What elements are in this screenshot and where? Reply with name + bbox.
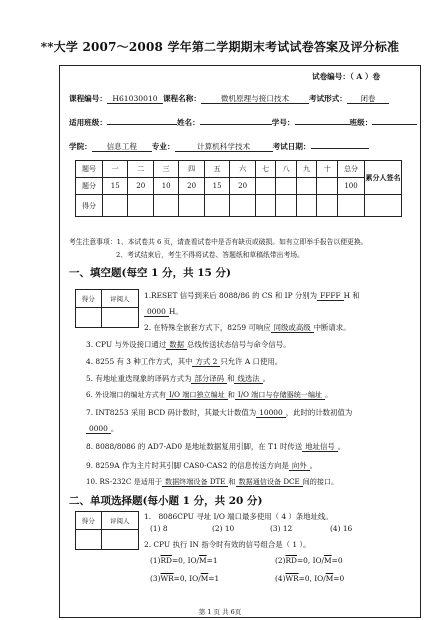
opt-num: (2) [275, 556, 286, 565]
s2-q1-opt: (1) 8 [150, 524, 168, 533]
got-cell[interactable] [338, 195, 365, 217]
s1-q1-h1: H 和 [343, 291, 360, 300]
school-label: 学院： [69, 142, 92, 151]
points-cell: 15 [204, 178, 229, 195]
s1-q9 [86, 460, 317, 471]
s2-q2-opt-2 [275, 556, 343, 565]
got-cell[interactable] [103, 195, 128, 217]
s1-q9-text: 9. 8259A 作为主片时其引脚 CAS0-CAS2 的信息传送方向是 [86, 461, 289, 470]
got-cell[interactable] [153, 195, 178, 217]
s1-q7-answer-2: 0000 [86, 424, 111, 434]
points-cell: 20 [128, 178, 153, 195]
s1-q3-text-b: 总线传送状态信号与命令信号。 [187, 340, 291, 349]
s1-q6-answer-2: I/O 端口与存储器统一编址 [235, 390, 325, 400]
s1-q10-text: 10. RS-232C 是适用于 [86, 477, 162, 486]
s1-q1-text: 1.RESET 信号到来后 8088/86 的 CS 和 IP 分别为 [144, 291, 318, 300]
opt-num: (1) [150, 556, 161, 565]
s1-q5-mid: 和 [227, 374, 235, 383]
wr-signal: $\overline{WR}$ [285, 574, 299, 583]
score-head-cell: 八 [276, 161, 297, 178]
s1-q2 [144, 322, 351, 333]
m-signal: $\overline{M}$ [324, 556, 332, 565]
score-head-cell: 总分 [338, 161, 365, 178]
s1-q6-text: 6. 外设端口的编址方式有 [86, 390, 166, 399]
got-cell[interactable] [128, 195, 153, 217]
score-head-cell: 七 [255, 161, 276, 178]
points-cell: 20 [179, 178, 204, 195]
notice-line-1: 考生注意事项：1、本试卷共 6 页，请查看试卷中是否有缺页或破损。如有立即举手报告以便更换。 [69, 238, 368, 246]
m-signal: $\overline{M}$ [325, 574, 334, 583]
s1-q5-text: 5. 有地址重迭现象的译码方式为 [86, 374, 192, 383]
s1-q7-text: 7. INT8253 采用 BCD 码计数时，其最大计数值为 [86, 408, 257, 417]
opt-text: =0, IO/ [298, 574, 326, 583]
score-head-row [76, 161, 402, 178]
s1-q9-answer: 向外 [289, 461, 310, 471]
s1-q4 [86, 356, 282, 367]
got-cell[interactable] [317, 195, 338, 217]
s1-q3 [86, 339, 291, 350]
points-cell [255, 178, 276, 195]
opt-text: =0, IO/ [173, 574, 201, 583]
s2-q1: 1. 8086CPU 寻址 I/O 端口最多使用（ 4 ）条地址线。 [144, 512, 333, 521]
s1-q7-cont [86, 423, 118, 434]
section-1-title: 一、填空题(每空 1 分，共 15 分) [69, 267, 231, 279]
s1-q7-end: 。 [110, 424, 119, 433]
s1-q1-answer-1: FFFF [317, 291, 344, 301]
date-label: 考试日期： [272, 142, 311, 151]
page-title: **大学 2007～2008 学年第二学期期末考试试卷答案及评分标准 [40, 40, 400, 54]
grader-reviewer-label: 评阅人 [101, 290, 138, 308]
s1-q4-answer: 方式 2 [192, 357, 220, 367]
got-label: 得分 [76, 195, 103, 217]
class-field[interactable] [107, 124, 177, 125]
s1-q1-cont [144, 306, 183, 317]
paper-type: 试卷编号：（ A ）卷 [312, 72, 381, 81]
s1-q4-text: 4. 8255 有 3 种工作方式，其中 [86, 357, 193, 366]
grader-reviewer-cell[interactable] [101, 530, 138, 550]
score-head-cell: 五 [204, 161, 229, 178]
date-field[interactable] [311, 148, 369, 149]
grader-signature-head: 累分人签名 [365, 161, 402, 195]
s1-q10-end: 间的接口。 [302, 477, 339, 486]
opt-text: =0 [331, 556, 343, 565]
points-cell: 15 [103, 178, 128, 195]
s1-q5 [86, 373, 270, 384]
score-table [75, 160, 402, 217]
opt-text: =1 [206, 556, 218, 565]
exam-form-label: 考试形式： [308, 94, 347, 103]
s2-q2-opt-1 [150, 556, 218, 565]
s1-q6-mid: 和 [227, 390, 235, 399]
s1-q6-end: 。 [325, 390, 333, 399]
s2-q2: 2. CPU 执行 IN 指令时有效的信号组合是（ 1 ）。 [144, 540, 311, 549]
s1-q8 [86, 441, 345, 452]
s2-q2-opt-4 [275, 574, 344, 583]
section-2-title: 二、单项选择题(每小题 1 分，共 20 分) [69, 495, 263, 507]
grader-score-cell[interactable] [76, 308, 102, 328]
s1-q5-answer-2: 线选法 [234, 374, 262, 384]
major: 计算机科学技术 [175, 142, 273, 152]
s2-q2-opt-3 [150, 574, 219, 583]
rd-signal: $\overline{RD}$ [285, 556, 297, 565]
major-label: 专业： [151, 142, 175, 151]
exam-form: 闭卷 [347, 94, 389, 104]
opt-num: (3) [150, 574, 161, 583]
s1-q3-text: 3. CPU 与外设接口通过 [86, 340, 167, 349]
course-name-label: 课程名称： [162, 94, 201, 103]
points-cell [296, 178, 317, 195]
score-head-cell: 一 [103, 161, 128, 178]
score-head-cell: 二 [128, 161, 153, 178]
id-label: 学号： [271, 118, 295, 127]
s1-q9-end: 。 [309, 461, 318, 470]
class-label: 适用班级： [69, 118, 107, 127]
s1-q7 [86, 407, 352, 418]
s1-q10-answer-1: 数据终端设备 DTE [162, 477, 228, 487]
grader-box-1 [75, 289, 139, 328]
points-cell [317, 178, 338, 195]
s1-q4-text-b: 只允许 A 口使用。 [220, 357, 283, 366]
school-row [69, 141, 369, 152]
points-cell: 10 [153, 178, 178, 195]
grader-box-2 [75, 511, 139, 550]
s1-q8-text: 8. 8088/8086 的 AD7-AD0 是地址数据复用引脚，在 T1 时传送 [86, 442, 303, 451]
got-cell[interactable] [365, 195, 402, 217]
name-label: 姓名： [176, 118, 200, 127]
m-signal: $\overline{M}$ [200, 574, 209, 583]
course-row [69, 93, 389, 104]
name-field[interactable] [200, 124, 272, 125]
s1-q6-answer-1: I/O 端口独立编址 [166, 390, 228, 400]
points-label: 题分 [76, 178, 103, 195]
score-head-cell: 题号 [76, 161, 103, 178]
opt-text: =0, IO/ [171, 556, 200, 565]
wr-signal: $\overline{WR}$ [160, 574, 174, 583]
banji-label: 班级： [349, 118, 373, 127]
s1-q2-text: 2. 在特殊全嵌套方式下，8259 可响应 [144, 323, 271, 332]
school: 信息工程 [92, 142, 152, 152]
opt-text: =1 [208, 574, 220, 583]
got-cell[interactable] [230, 195, 255, 217]
s1-q10 [86, 477, 338, 487]
s1-q5-end: 。 [262, 374, 271, 383]
notice-line-2: 2、考试结束后，考生不得将试卷、答题纸和草稿纸带出考场。 [116, 251, 304, 259]
s1-q7-answer-1: 10000 [256, 408, 286, 418]
got-cell[interactable] [179, 195, 204, 217]
points-cell: 20 [230, 178, 255, 195]
s1-q7-mid: ，此时的计数初值为 [285, 408, 353, 417]
got-cell[interactable] [204, 195, 229, 217]
got-cell[interactable] [296, 195, 317, 217]
grader-score-label: 得分 [76, 290, 102, 308]
score-head-cell: 十 [317, 161, 338, 178]
points-cell: 100 [338, 178, 365, 195]
s1-q10-mid: 和 [228, 477, 236, 486]
banji-field[interactable] [372, 124, 417, 125]
s1-q8-answer: 地址信号 [302, 442, 338, 452]
score-got-row [76, 195, 402, 217]
points-cell [276, 178, 297, 195]
got-cell[interactable] [276, 195, 297, 217]
page-footer: 第 1 页 共 6页 [198, 608, 242, 616]
opt-num: (4) [275, 574, 286, 583]
s1-q10-answer-2: 数据通信设备 DCE [236, 477, 303, 487]
s1-q3-answer: 数据 [166, 340, 187, 350]
got-cell[interactable] [255, 195, 276, 217]
s1-q6 [86, 390, 332, 400]
m-signal: $\overline{M}$ [199, 556, 207, 565]
score-head-cell: 三 [153, 161, 178, 178]
s2-q1-opt: (2) 10 [212, 524, 235, 533]
s1-q1-answer-2: 0000 [144, 307, 169, 317]
grader-reviewer-label: 评阅人 [101, 512, 138, 530]
s1-q2-answer: 同级或高级 [271, 323, 314, 333]
s1-q8-end: 。 [337, 442, 346, 451]
course-code: H61030010 [107, 94, 163, 104]
score-points-row [76, 178, 402, 195]
rd-signal: $\overline{RD}$ [160, 556, 172, 565]
grader-score-cell[interactable] [76, 530, 102, 550]
student-row [69, 117, 417, 128]
id-field[interactable] [295, 124, 350, 125]
score-head-cell: 九 [296, 161, 317, 178]
opt-text: =0, IO/ [296, 556, 325, 565]
s1-q1 [144, 290, 360, 301]
grader-score-label: 得分 [76, 512, 102, 530]
s1-q5-answer-1: 部分译码 [191, 374, 227, 384]
course-name: 微机原理与接口技术 [201, 94, 309, 104]
score-head-cell: 四 [179, 161, 204, 178]
grader-reviewer-cell[interactable] [101, 308, 138, 328]
s2-q1-opt: (4) 16 [330, 524, 353, 533]
score-head-cell: 六 [230, 161, 255, 178]
s1-q1-h2: H。 [168, 307, 183, 316]
course-code-label: 课程编号： [69, 94, 107, 103]
s1-q2-text-b: 中断请求。 [313, 323, 351, 332]
opt-text: =0 [333, 574, 345, 583]
s2-q1-opt: (3) 12 [270, 524, 293, 533]
